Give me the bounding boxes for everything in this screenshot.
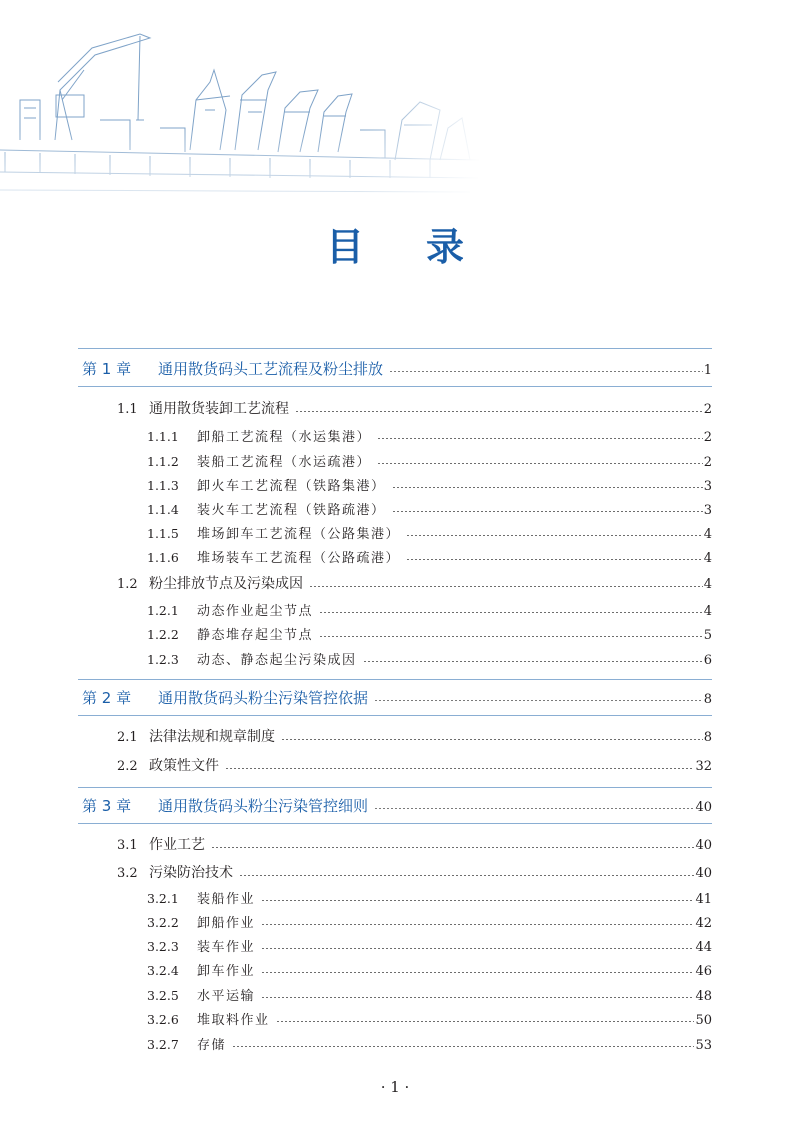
toc-title: 堆取料作业 xyxy=(197,1013,270,1028)
toc-page: 40 xyxy=(695,838,712,853)
page-title xyxy=(0,222,790,272)
toc-title: 堆场卸车工艺流程（公路集港） xyxy=(197,527,401,542)
toc-section-2-1[interactable] xyxy=(117,726,712,746)
toc-subsection-1-1-2[interactable] xyxy=(147,451,712,470)
toc-page: 41 xyxy=(695,892,712,907)
toc-subsection-3-2-2[interactable] xyxy=(147,912,712,931)
chapter-divider xyxy=(78,386,712,387)
dot-leader xyxy=(261,924,694,925)
toc-title: 通用散货码头工艺流程及粉尘排放 xyxy=(158,360,384,378)
dot-leader xyxy=(295,411,703,412)
toc-number: 第 1 章 xyxy=(82,360,132,378)
toc-subsection-1-2-2[interactable] xyxy=(147,624,712,643)
toc-title: 政策性文件 xyxy=(149,758,219,774)
toc-number: 1.2 xyxy=(117,577,138,592)
toc-title: 存储 xyxy=(197,1038,227,1053)
dot-leader xyxy=(261,997,694,998)
toc-subsection-3-2-5[interactable] xyxy=(147,985,712,1004)
dot-leader xyxy=(319,636,703,637)
toc-subsection-1-1-5[interactable] xyxy=(147,523,712,542)
toc-number: 1.1.6 xyxy=(147,550,179,565)
toc-page: 1 xyxy=(703,363,712,378)
toc-title: 装船工艺流程（水运疏港） xyxy=(197,455,372,470)
toc-page: 4 xyxy=(703,551,712,566)
toc-title: 水平运输 xyxy=(197,989,256,1004)
page-number: · 1 · xyxy=(380,1078,410,1096)
dot-leader xyxy=(276,1021,695,1022)
dot-leader xyxy=(319,612,703,613)
toc-number: 1.2.1 xyxy=(147,603,179,618)
chapter-divider xyxy=(78,679,712,680)
page-title-char-1: 目 xyxy=(325,225,364,269)
toc-page: 42 xyxy=(695,916,712,931)
toc-section-1-1[interactable] xyxy=(117,398,712,418)
toc-page: 8 xyxy=(703,730,712,745)
toc-subsection-1-1-4[interactable] xyxy=(147,499,712,518)
dot-leader xyxy=(261,948,694,949)
toc-subsection-3-2-1[interactable] xyxy=(147,888,712,907)
toc-title: 卸火车工艺流程（铁路集港） xyxy=(197,479,386,494)
toc-title: 通用散货码头粉尘污染管控依据 xyxy=(158,689,369,707)
toc-number: 3.2.2 xyxy=(147,915,179,930)
toc-page: 48 xyxy=(695,989,712,1004)
toc-page: 8 xyxy=(703,692,712,707)
toc-page: 4 xyxy=(703,577,712,592)
toc-number: 3.2.7 xyxy=(147,1037,179,1052)
toc-page: 44 xyxy=(695,940,712,955)
toc-number: 1.1 xyxy=(117,402,138,417)
dot-leader xyxy=(406,535,703,536)
toc-subsection-3-2-4[interactable] xyxy=(147,960,712,979)
dot-leader xyxy=(392,511,703,512)
toc-title: 粉尘排放节点及污染成因 xyxy=(149,576,303,592)
toc-page: 2 xyxy=(703,402,712,417)
toc-page: 5 xyxy=(703,628,712,643)
toc-number: 2.2 xyxy=(117,759,138,774)
toc-title: 污染防治技术 xyxy=(149,865,233,881)
dot-leader xyxy=(232,1046,694,1047)
dot-leader xyxy=(389,371,703,372)
toc-number: 3.1 xyxy=(117,838,138,853)
toc-number: 3.2 xyxy=(117,866,138,881)
dot-leader xyxy=(281,739,703,740)
toc-title: 作业工艺 xyxy=(149,837,205,853)
toc-page: 40 xyxy=(695,866,712,881)
toc-page: 53 xyxy=(695,1038,712,1053)
dot-leader xyxy=(406,559,703,560)
toc-page: 50 xyxy=(695,1013,712,1028)
toc-title: 动态、静态起尘污染成因 xyxy=(197,653,357,668)
chapter-divider xyxy=(78,787,712,788)
toc-page: 32 xyxy=(695,759,712,774)
toc-page: 2 xyxy=(703,455,712,470)
toc-subsection-1-2-1[interactable] xyxy=(147,600,712,619)
dot-leader xyxy=(392,487,703,488)
dot-leader xyxy=(377,463,703,464)
toc-chapter-1[interactable] xyxy=(82,358,712,379)
toc-title: 卸船作业 xyxy=(197,916,256,931)
toc-number: 3.2.3 xyxy=(147,939,179,954)
toc-chapter-3[interactable] xyxy=(82,795,712,816)
toc-number: 3.2.5 xyxy=(147,988,179,1003)
toc-number: 1.1.5 xyxy=(147,526,179,541)
toc-title: 通用散货码头粉尘污染管控细则 xyxy=(158,797,369,815)
toc-subsection-1-2-3[interactable] xyxy=(147,649,712,668)
toc-title: 卸船工艺流程（水运集港） xyxy=(197,430,372,445)
toc-number: 1.1.4 xyxy=(147,502,179,517)
toc-number: 1.2.2 xyxy=(147,627,179,642)
toc-section-3-2[interactable] xyxy=(117,862,712,882)
toc-number: 1.2.3 xyxy=(147,652,179,667)
toc-subsection-3-2-6[interactable] xyxy=(147,1009,712,1028)
toc-subsection-3-2-3[interactable] xyxy=(147,936,712,955)
dot-leader xyxy=(377,438,703,439)
dot-leader xyxy=(261,900,694,901)
toc-subsection-1-1-1[interactable] xyxy=(147,426,712,445)
toc-number: 3.2.1 xyxy=(147,891,179,906)
toc-title: 动态作业起尘节点 xyxy=(197,604,314,619)
dot-leader xyxy=(225,768,694,769)
toc-page: 6 xyxy=(703,653,712,668)
toc-number: 1.1.3 xyxy=(147,478,179,493)
dot-leader xyxy=(239,875,694,876)
dot-leader xyxy=(261,972,694,973)
toc-title: 卸车作业 xyxy=(197,964,256,979)
chapter-divider xyxy=(78,715,712,716)
dot-leader xyxy=(363,661,703,662)
toc-page: 3 xyxy=(703,503,712,518)
page-title-char-2: 录 xyxy=(426,225,465,269)
toc-page: 46 xyxy=(695,964,712,979)
toc-number: 3.2.6 xyxy=(147,1012,179,1027)
toc-number: 1.1.1 xyxy=(147,429,179,444)
toc-page: 4 xyxy=(703,604,712,619)
toc-subsection-1-1-6[interactable] xyxy=(147,547,712,566)
toc-page: 4 xyxy=(703,527,712,542)
toc-title: 堆场装车工艺流程（公路疏港） xyxy=(197,551,401,566)
toc-number: 2.1 xyxy=(117,730,138,745)
toc-section-3-1[interactable] xyxy=(117,834,712,854)
toc-number: 第 2 章 xyxy=(82,689,132,707)
dot-leader xyxy=(374,700,703,701)
toc-title: 法律法规和规章制度 xyxy=(149,729,275,745)
port-cranes-banner-icon xyxy=(0,0,480,215)
toc-number: 1.1.2 xyxy=(147,454,179,469)
dot-leader xyxy=(309,586,703,587)
toc-title: 通用散货装卸工艺流程 xyxy=(149,401,289,417)
toc-number: 3.2.4 xyxy=(147,963,179,978)
toc-section-1-2[interactable] xyxy=(117,573,712,593)
toc-page: 40 xyxy=(695,800,712,815)
chapter-divider xyxy=(78,823,712,824)
toc-number: 第 3 章 xyxy=(82,797,132,815)
toc-section-2-2[interactable] xyxy=(117,755,712,775)
toc-page: 3 xyxy=(703,479,712,494)
chapter-divider xyxy=(78,348,712,349)
toc-subsection-3-2-7[interactable] xyxy=(147,1034,712,1053)
toc-page: 2 xyxy=(703,430,712,445)
toc-title: 装车作业 xyxy=(197,940,256,955)
toc-title: 静态堆存起尘节点 xyxy=(197,628,314,643)
toc-title: 装船作业 xyxy=(197,892,256,907)
dot-leader xyxy=(211,847,694,848)
toc-subsection-1-1-3[interactable] xyxy=(147,475,712,494)
toc-chapter-2[interactable] xyxy=(82,687,712,708)
dot-leader xyxy=(374,808,694,809)
toc-title: 装火车工艺流程（铁路疏港） xyxy=(197,503,386,518)
